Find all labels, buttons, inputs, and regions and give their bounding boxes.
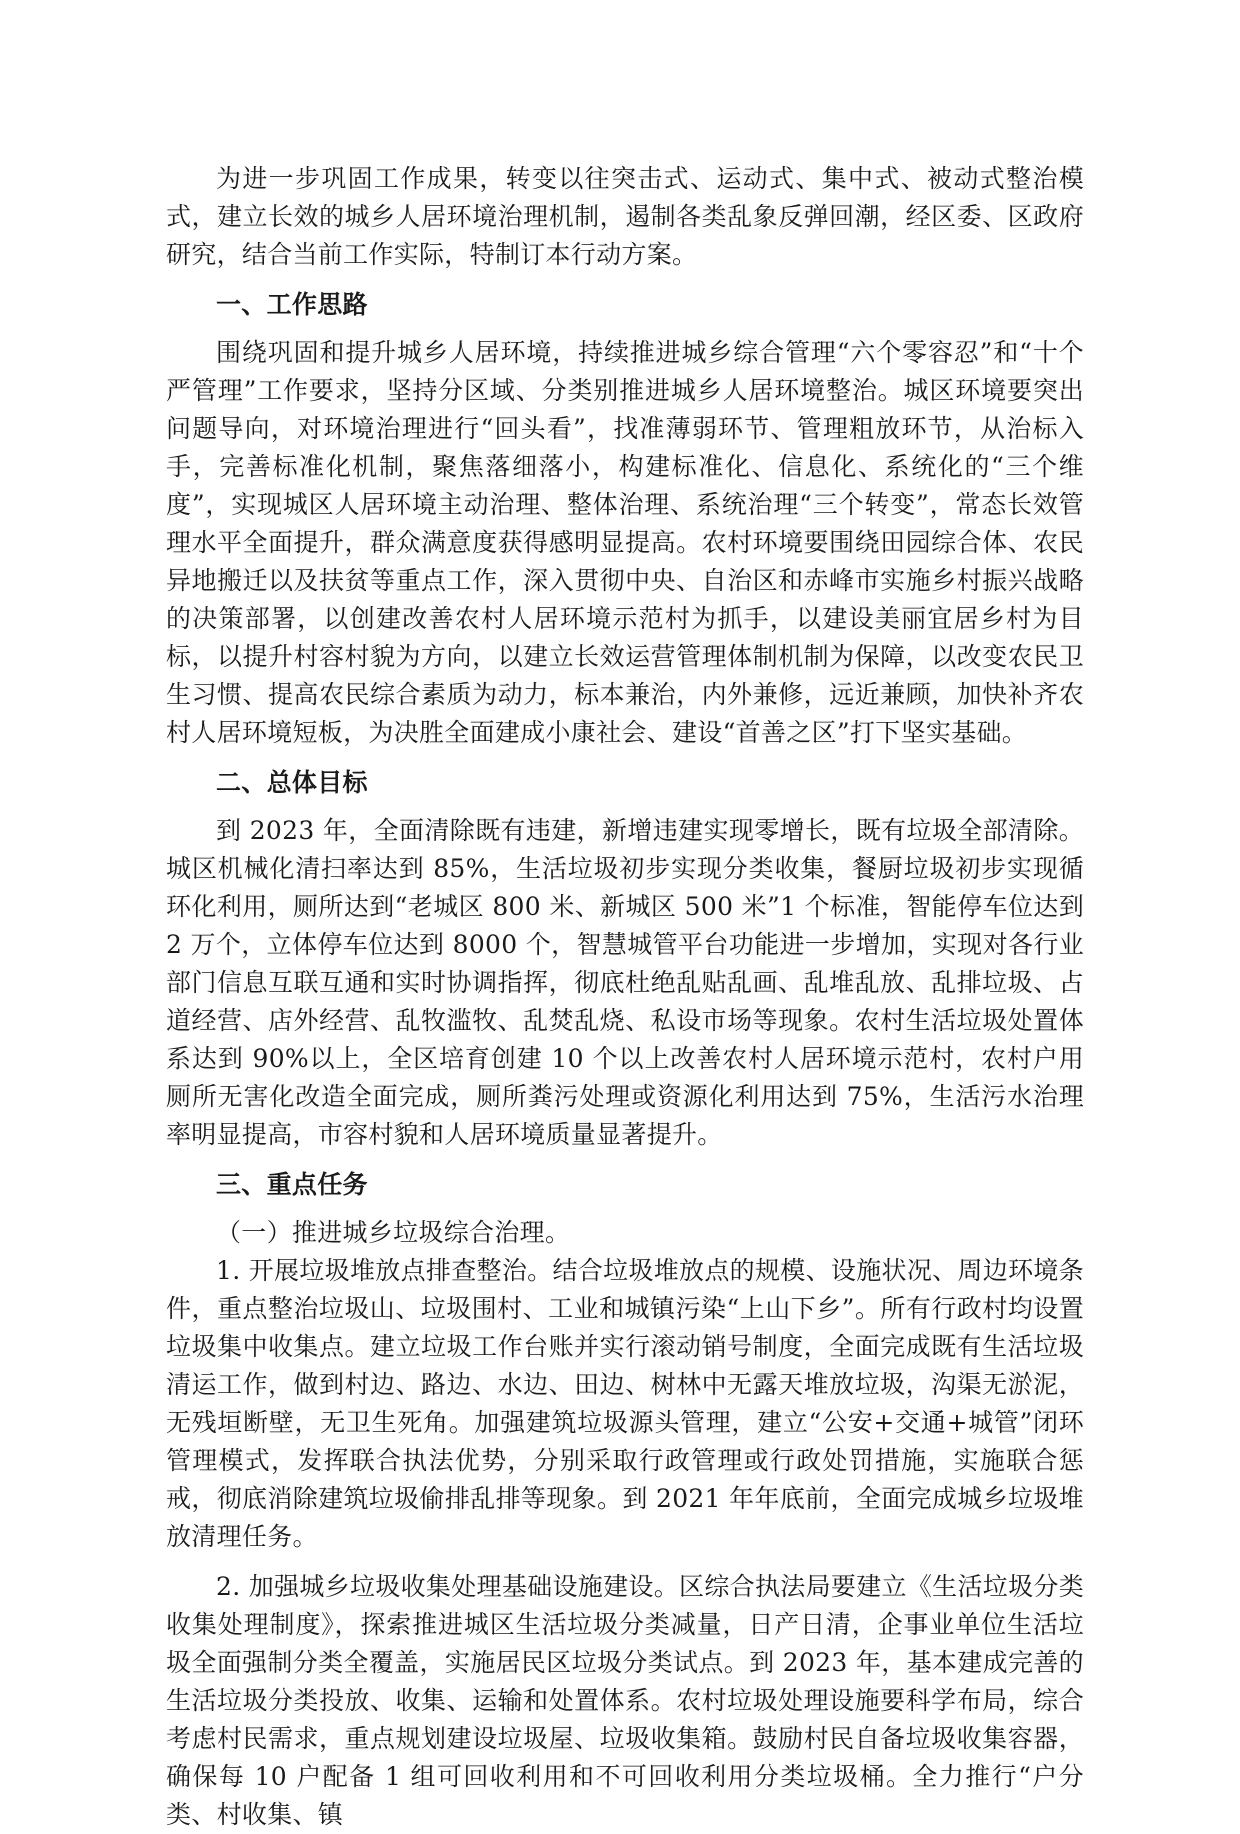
section-heading-work-approach: 一、工作思路 [216, 290, 368, 319]
document-body [166, 160, 1084, 1834]
overall-goals-paragraph: 到 2023 年，全面清除既有违建，新增违建实现零增长，既有垃圾全部清除。城区机械化清扫率达到 85%，生活垃圾初步实现分类收集，餐厨垃圾初步实现循环化利用，厕所达到“老城区 800 米、新城区 500 米”1 个标准，智能停车位达到 2 万个，立体停车位达到 8000 个，智慧城管平台功能进一步增加，实现对各行业部门信息互联互通和实时协调指挥，彻底杜绝乱贴乱画、乱堆乱放、乱排垃圾、占道经营、店外经营、乱牧滥牧、乱焚乱烧、私设市场等现象。农村生活垃圾处置体系达到 90%以上，全区培育创建 10 个以上改善农村人居环境示范村，农村户用厕所无害化改造全面完成，厕所粪污处理或资源化利用达到 75%，生活污水治理率明显提高，市容村貌和人居环境质量显著提升。 [166, 816, 1084, 1149]
task-item-1-paragraph: 1. 开展垃圾堆放点排查整治。结合垃圾堆放点的规模、设施状况、周边环境条件，重点整治垃圾山、垃圾围村、工业和城镇污染“上山下乡”。所有行政村均设置垃圾集中收集点。建立垃圾工作台账并实行滚动销号制度，全面完成既有生活垃圾清运工作，做到村边、路边、水边、田边、树林中无露天堆放垃圾，沟渠无淤泥，无残垣断壁，无卫生死角。加强建筑垃圾源头管理，建立“公安+交通+城管”闭环管理模式，发挥联合执法优势，分别采取行政管理或行政处罚措施，实施联合惩戒，彻底消除建筑垃圾偷排乱排等现象。到 2021 年年底前，全面完成城乡垃圾堆放清理任务。 [166, 1256, 1084, 1551]
work-approach-paragraph: 围绕巩固和提升城乡人居环境，持续推进城乡综合管理“六个零容忍”和“十个严管理”工作要求，坚持分区域、分类别推进城乡人居环境整治。城区环境要突出问题导向，对环境治理进行“回头看”，找准薄弱环节、管理粗放环节，从治标入手，完善标准化机制，聚焦落细落小，构建标准化、信息化、系统化的“三个维度”，实现城区人居环境主动治理、整体治理、系统治理“三个转变”，常态长效管理水平全面提升，群众满意度获得感明显提高。农村环境要围绕田园综合体、农民异地搬迁以及扶贫等重点工作，深入贯彻中央、自治区和赤峰市实施乡村振兴战略的决策部署，以创建改善农村人居环境示范村为抓手，以建设美丽宜居乡村为目标，以提升村容村貌为方向，以建立长效运营管理体制机制为保障，以改变农民卫生习惯、提高农民综合素质为动力，标本兼治，内外兼修，远近兼顾，加快补齐农村人居环境短板，为决胜全面建成小康社会、建设“首善之区”打下坚实基础。 [166, 338, 1084, 747]
section-heading-overall-goals: 二、总体目标 [216, 768, 368, 797]
intro-paragraph: 为进一步巩固工作成果，转变以往突击式、运动式、集中式、被动式整治模式，建立长效的城乡人居环境治理机制，遏制各类乱象反弹回潮，经区委、区政府研究，结合当前工作实际，特制订本行动方案。 [166, 164, 1084, 269]
section-heading-key-tasks: 三、重点任务 [216, 1170, 368, 1199]
task-item-2-paragraph: 2. 加强城乡垃圾收集处理基础设施建设。区综合执法局要建立《生活垃圾分类收集处理制度》，探索推进城区生活垃圾分类减量，日产日清，企事业单位生活垃圾全面强制分类全覆盖，实施居民区垃圾分类试点。到 2023 年，基本建成完善的生活垃圾分类投放、收集、运输和处置体系。农村垃圾处理设施要科学布局，综合考虑村民需求，重点规划建设垃圾屋、垃圾收集箱。鼓励村民自备垃圾收集容器，确保每 10 户配备 1 组可回收利用和不可回收利用分类垃圾桶。全力推行“户分类、村收集、镇 [166, 1572, 1084, 1829]
subsection-heading-waste-governance: （一）推进城乡垃圾综合治理。 [216, 1218, 571, 1247]
